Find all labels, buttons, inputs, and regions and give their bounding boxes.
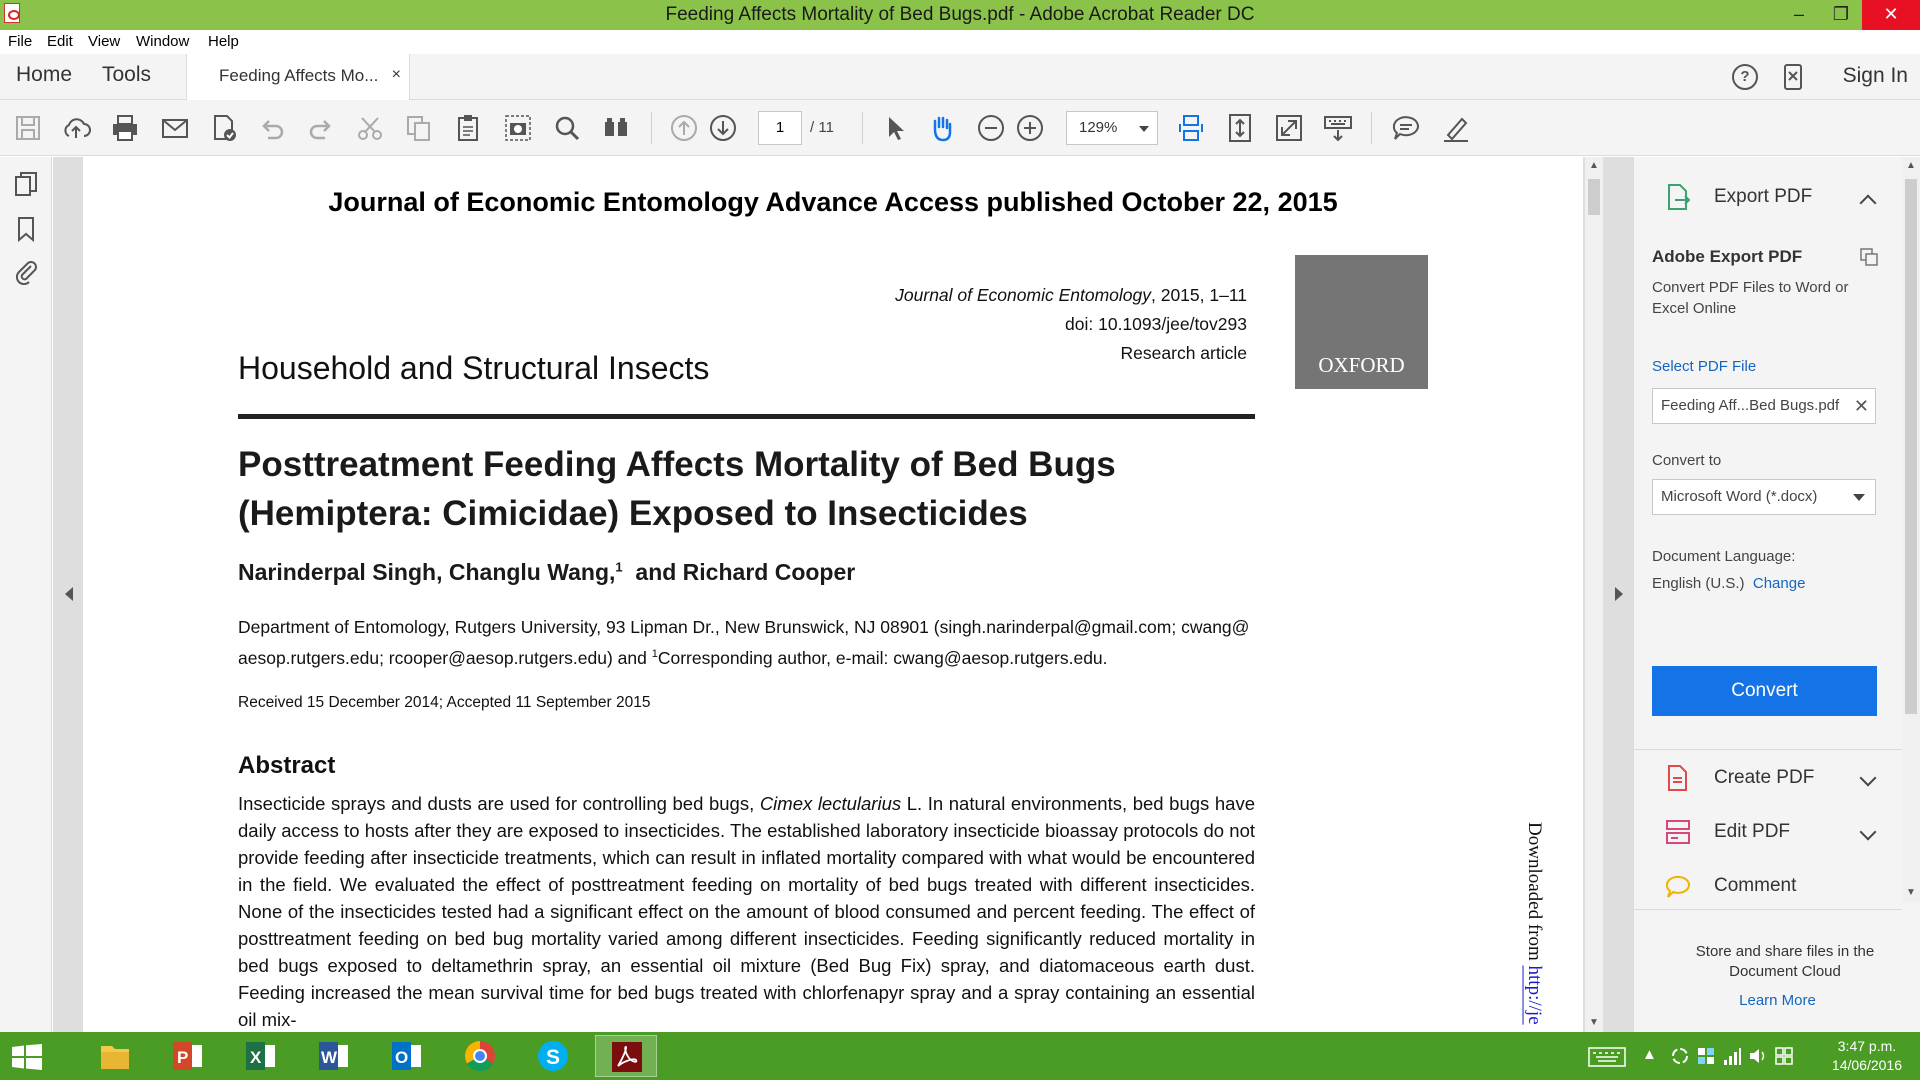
- scrollbar-thumb[interactable]: [1905, 179, 1917, 714]
- taskbar-powerpoint[interactable]: [157, 1035, 219, 1077]
- svg-text:O: O: [395, 1048, 409, 1067]
- scroll-up-icon[interactable]: ▲: [1589, 160, 1599, 171]
- authors-last: and Richard Cooper: [635, 559, 856, 585]
- chevron-up-icon[interactable]: [1860, 195, 1877, 212]
- svg-text:S: S: [546, 1046, 561, 1069]
- start-windows-icon[interactable]: [12, 1044, 42, 1070]
- edit-pdf-label: Edit PDF: [1714, 821, 1791, 842]
- zoom-level-select[interactable]: 129%: [1066, 111, 1158, 145]
- author-superscript: 1: [615, 559, 623, 575]
- downloaded-text: Downloaded from: [1524, 822, 1545, 966]
- paste-icon[interactable]: [452, 112, 484, 144]
- acrobat-icon: [596, 1036, 658, 1078]
- toolbar-separator: [862, 112, 863, 144]
- menu-view[interactable]: View: [88, 33, 121, 50]
- chevron-down-icon[interactable]: [1860, 770, 1877, 787]
- zoom-out-icon[interactable]: [975, 112, 1007, 144]
- next-page-icon[interactable]: [707, 112, 739, 144]
- affiliation-line: Department of Entomology, Rutgers University, 93 Lipman Dr., New Brunswick, NJ 08901 (singh.narinderpal@gmail.com; cwang@: [238, 617, 1250, 637]
- corresponding-author: Corresponding author, e-mail: cwang@aesop.rutgers.edu.: [657, 647, 1108, 668]
- menu-help[interactable]: Help: [208, 33, 239, 50]
- pane-divider: [1634, 749, 1902, 750]
- pane-divider: [1634, 909, 1902, 910]
- journal-header: Journal of Economic Entomology Advance Access published October 22, 2015: [328, 187, 1338, 217]
- taskbar-excel[interactable]: [230, 1035, 292, 1077]
- help-icon[interactable]: ?: [1732, 64, 1758, 90]
- abstract-heading: Abstract: [238, 752, 336, 779]
- document-language-value: English (U.S.): [1652, 575, 1745, 592]
- taskbar-chrome[interactable]: [449, 1035, 511, 1077]
- downloaded-link[interactable]: http://je: [1524, 965, 1545, 1025]
- clear-file-icon[interactable]: ✕: [1853, 396, 1869, 416]
- document-language-label: Document Language:: [1652, 548, 1796, 565]
- sync-icon[interactable]: [1670, 1046, 1690, 1066]
- selected-file-field[interactable]: [1652, 388, 1876, 424]
- article-title: [238, 440, 1255, 538]
- close-button[interactable]: ✕: [1862, 0, 1920, 30]
- scroll-up-icon[interactable]: ▲: [1906, 160, 1916, 171]
- outlook-icon: [376, 1035, 438, 1077]
- word-icon: [303, 1035, 365, 1077]
- left-navigation-rail: [0, 157, 52, 1032]
- taskbar-file-explorer[interactable]: [84, 1035, 146, 1077]
- scroll-down-icon[interactable]: ▼: [1589, 1017, 1599, 1028]
- svg-text:W: W: [321, 1048, 338, 1067]
- email-icon[interactable]: [159, 112, 191, 144]
- collapse-left-panel-icon[interactable]: [65, 587, 73, 601]
- create-pdf-icon: [1664, 764, 1692, 792]
- scrolling-mode-icon[interactable]: [1175, 112, 1207, 144]
- downloaded-from-stamp: [1523, 822, 1545, 1025]
- redo-icon[interactable]: [305, 112, 337, 144]
- tab-document-label: Feeding Affects Mo...: [219, 66, 379, 85]
- windows-taskbar: [0, 1032, 1920, 1080]
- tab-home[interactable]: Home: [16, 63, 73, 86]
- svg-text:X: X: [250, 1048, 262, 1067]
- keyboard-show-icon[interactable]: [1322, 112, 1354, 144]
- change-language-link[interactable]: Change: [1752, 575, 1806, 592]
- minimize-button[interactable]: –: [1793, 4, 1804, 24]
- species-name: Cimex lectularius: [759, 793, 902, 814]
- learn-more-link[interactable]: Learn More: [1739, 992, 1816, 1009]
- action-center-icon[interactable]: [1774, 1046, 1794, 1066]
- article-type: Research article: [1120, 343, 1247, 363]
- doi: doi: 10.1093/jee/tov293: [1065, 314, 1247, 334]
- affiliation-line: aesop.rutgers.edu; rcooper@aesop.rutgers.edu) and: [238, 647, 652, 668]
- document-scrollbar[interactable]: [1585, 157, 1603, 1032]
- document-viewport[interactable]: [53, 157, 1633, 1032]
- oxford-logo-text: OXFORD: [1318, 353, 1405, 377]
- select-pdf-file-link[interactable]: Select PDF File: [1652, 358, 1757, 375]
- zoom-in-icon[interactable]: [1014, 112, 1046, 144]
- article-title-line: (Hemiptera: Cimicidae) Exposed to Insecticides: [238, 494, 1028, 533]
- window-titlebar: [0, 0, 1920, 30]
- network-signal-icon[interactable]: [1722, 1046, 1742, 1066]
- tools-pane: [1633, 157, 1920, 1032]
- mobile-link-icon[interactable]: [1782, 63, 1804, 91]
- citation-journal: Journal of Economic Entomology: [895, 285, 1151, 305]
- hand-tool-icon[interactable]: [926, 112, 958, 144]
- clock-date: 14/06/2016: [1831, 1057, 1902, 1073]
- title-rule: [238, 414, 1255, 419]
- citation-year-pages: , 2015, 1–11: [1150, 285, 1247, 305]
- powerpoint-icon: [157, 1035, 219, 1077]
- sign-in-link[interactable]: Sign In: [1842, 64, 1908, 87]
- certify-icon[interactable]: [208, 112, 240, 144]
- abstract-text: Insecticide sprays and dusts are used for controlling bed bugs,: [238, 793, 760, 814]
- skype-icon: [522, 1035, 584, 1077]
- read-mode-icon[interactable]: [600, 112, 632, 144]
- convert-button[interactable]: Convert: [1652, 666, 1877, 716]
- highlight-pen-icon[interactable]: [1440, 112, 1472, 144]
- show-hidden-icons-icon[interactable]: ▲: [1642, 1046, 1657, 1063]
- taskbar-skype[interactable]: [522, 1035, 584, 1077]
- chrome-icon: [449, 1035, 511, 1077]
- document-cloud-promo: [1634, 932, 1920, 1032]
- page-number-input[interactable]: 1: [758, 111, 802, 145]
- tab-document[interactable]: [186, 54, 410, 100]
- abstract-body: [238, 790, 1255, 1032]
- snapshot-icon[interactable]: [502, 112, 534, 144]
- bookmarks-icon[interactable]: [12, 215, 40, 243]
- maximize-button[interactable]: ❐: [1832, 4, 1850, 24]
- menu-bar: [0, 30, 1920, 54]
- tab-bar: [0, 54, 1920, 100]
- abstract-text: L. In natural environments, bed bugs have daily access to hosts after they are exposed to insecticides. The established laboratory insecticide bioassay protocols do not provide feeding after insecticide treatments, which can result in inflated mortality compared with what would be encountered in the field. We evaluated the effect of posttreatment feeding on mortality of bed bugs treated with different insecticides. None of the insecticides tested had a significant effect on the amount of blood consumed and percent feeding. The effect of posttreatment feeding on bed bug mortality varied among different insecticides. Feeding significantly reduced mortality in bed bugs exposed to deltamethrin spray, an essential oil mixture (Bed Bug Fix) spray, and diatomaceous earth dust. Feeding increased the mean survival time for bed bugs treated with chlorfenapyr spray and a spray containing an essential oil mix-: [238, 793, 1255, 1030]
- scroll-down-icon[interactable]: ▼: [1906, 887, 1916, 898]
- toolbar-separator: [1371, 112, 1372, 144]
- menu-window[interactable]: Window: [136, 33, 190, 50]
- menu-file[interactable]: File: [8, 33, 33, 50]
- chevron-down-icon[interactable]: [1860, 824, 1877, 841]
- upload-cloud-icon[interactable]: [60, 112, 92, 144]
- folder-icon: [84, 1035, 146, 1077]
- oxford-logo: [1295, 255, 1428, 389]
- document-language: [1652, 543, 1805, 597]
- system-clock[interactable]: [1832, 1037, 1902, 1075]
- comment-icon[interactable]: [1390, 112, 1422, 144]
- affiliation-superscript: 1: [651, 648, 658, 660]
- pdf-page: [83, 157, 1583, 1032]
- comment-tool-icon: [1664, 872, 1692, 900]
- adobe-export-description: Convert PDF Files to Word or Excel Online: [1652, 279, 1849, 317]
- comment-label: Comment: [1714, 875, 1797, 896]
- received-dates: Received 15 December 2014; Accepted 11 September 2015: [238, 694, 651, 711]
- select-cursor-icon[interactable]: [879, 112, 911, 144]
- toolbar: [0, 100, 1920, 156]
- previous-page-icon[interactable]: [668, 112, 700, 144]
- authors: [238, 559, 855, 586]
- excel-icon: [230, 1035, 292, 1077]
- volume-icon[interactable]: [1748, 1046, 1768, 1066]
- full-screen-icon[interactable]: [1273, 112, 1305, 144]
- copy-settings-icon[interactable]: [1859, 247, 1879, 267]
- attachments-icon[interactable]: [12, 257, 40, 285]
- undo-icon[interactable]: [256, 112, 288, 144]
- dropbox-icon[interactable]: [1696, 1046, 1716, 1066]
- document-cloud-text: Store and share files in the Document Cloud: [1695, 943, 1875, 980]
- adobe-export-title: Adobe Export PDF: [1652, 247, 1803, 266]
- convert-to-label: Convert to: [1652, 452, 1722, 469]
- taskbar-outlook[interactable]: [376, 1035, 438, 1077]
- taskbar-acrobat[interactable]: [595, 1035, 657, 1077]
- print-icon[interactable]: [109, 112, 141, 144]
- create-pdf-label: Create PDF: [1714, 767, 1815, 788]
- page-thumbnails-icon[interactable]: [12, 171, 40, 199]
- convert-to-select[interactable]: Microsoft Word (*.docx): [1652, 479, 1876, 515]
- tools-pane-scrollbar[interactable]: [1902, 157, 1920, 902]
- page-total: / 11: [810, 119, 834, 136]
- scrollbar-thumb[interactable]: [1588, 179, 1600, 215]
- export-pdf-icon: [1664, 183, 1692, 211]
- citation-block: [895, 281, 1247, 368]
- article-title-line: Posttreatment Feeding Affects Mortality of Bed Bugs: [238, 445, 1116, 484]
- fit-page-icon[interactable]: [1224, 112, 1256, 144]
- section-heading: Household and Structural Insects: [238, 350, 710, 386]
- authors-first: Narinderpal Singh, Changlu Wang,: [238, 559, 616, 585]
- edit-pdf-icon: [1664, 818, 1692, 846]
- selected-file-name: Feeding Aff...Bed Bugs.pdf: [1661, 397, 1840, 414]
- expand-right-panel-icon[interactable]: [1615, 587, 1623, 601]
- toolbar-separator: [651, 112, 652, 144]
- search-icon[interactable]: [551, 112, 583, 144]
- export-pdf-label: Export PDF: [1714, 186, 1813, 207]
- menu-edit[interactable]: Edit: [47, 33, 73, 50]
- window-title: Feeding Affects Mortality of Bed Bugs.pdf - Adobe Acrobat Reader DC: [665, 4, 1255, 25]
- touch-keyboard-icon[interactable]: [1588, 1047, 1626, 1067]
- taskbar-word[interactable]: [303, 1035, 365, 1077]
- affiliation: [238, 614, 1255, 672]
- clock-time: 3:47 p.m.: [1837, 1038, 1897, 1054]
- save-icon[interactable]: [12, 112, 44, 144]
- tab-close-icon[interactable]: ×: [391, 66, 401, 83]
- tab-tools[interactable]: Tools: [102, 63, 152, 86]
- cut-icon[interactable]: [354, 112, 386, 144]
- svg-text:P: P: [177, 1048, 189, 1067]
- copy-icon[interactable]: [403, 112, 435, 144]
